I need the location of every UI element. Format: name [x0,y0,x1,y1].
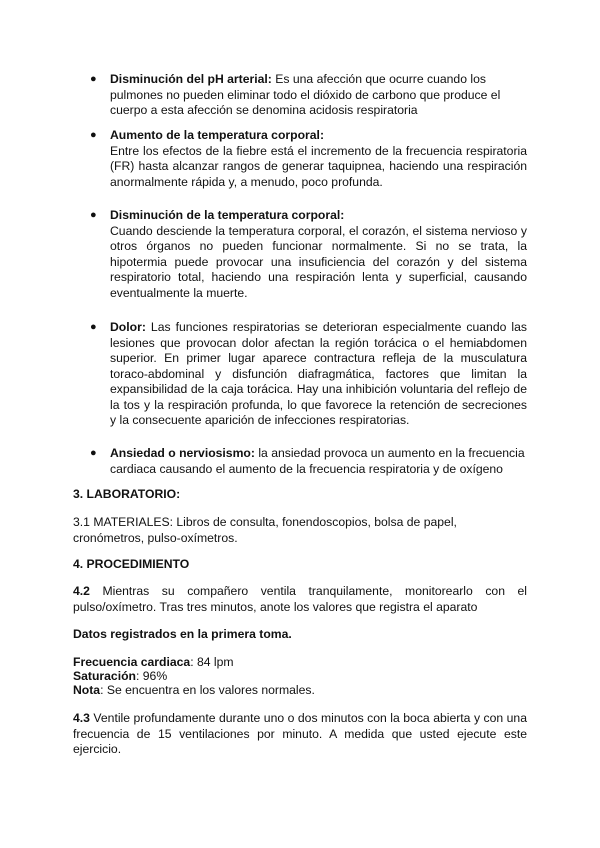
bullet-text [110,208,527,301]
bullet-title: Disminución de la temperatura corporal: [110,208,345,222]
bullet-text [110,320,527,429]
bullet-text [110,446,527,477]
step-number: 4.3 [73,711,90,725]
step-text: Ventile profundamente durante uno o dos minutos con la boca abierta y con una frecuencia de 15 ventilaciones por minuto. A medida que usted ejecute este ejercicio. [73,711,527,756]
bullet-body: Cuando desciende la temperatura corporal, el corazón, el sistema nervioso y otros órganos no pueden funcionar normalmente. Si no se trata, la hipotermia puede provocar una insuficiencia del corazón y del sistema respiratorio total, haciendo una respiración lenta y superficial, causando eventualmente la muerte. [110,223,527,300]
sat-value: : 96% [136,669,168,683]
bullet-text [110,128,527,190]
section-heading-procedimiento: 4. PROCEDIMIENTO [73,557,190,571]
bullet-body: Las funciones respiratorias se deterioran especialmente cuando las lesiones que provocan dolor afectan la región torácica o el hemiabdomen superior. En primer lugar aparece contractura refleja de la musculatura toraco-abdominal y disfunción diafragmática, factores que limitan la expansibilidad de la caja torácica. Hay una inhibición voluntaria del reflejo de la tos y la respiración profunda, lo que favorece la retención de secreciones y la consecuente aparición de infecciones respiratorias. [110,320,527,427]
nota-line [73,683,527,699]
bullet-body: la ansiedad provoca un aumento en la frecuencia cardiaca causando el aumento de la frecuencia respiratoria y de oxígeno [110,446,525,476]
fc-value: : 84 lpm [190,655,234,669]
section-heading-laboratorio: 3. LABORATORIO: [73,487,181,501]
step-number: 4.2 [73,584,90,598]
bullet-dot: ● [90,321,97,333]
bullet-title: Ansiedad o nerviosismo: [110,446,255,460]
bullet-dot: ● [90,73,97,85]
sat-label: Saturación [73,669,136,683]
bullet-body: Es una afección que ocurre cuando los pulmones no pueden eliminar todo el dióxido de carbono que produce el cuerpo a esta afección se denomina acidosis respiratoria [110,72,501,117]
fc-label: Frecuencia cardiaca [73,655,191,669]
step-4-3-paragraph [73,711,527,758]
datos-title: Datos registrados en la primera toma. [73,627,292,641]
nota-value: : Se encuentra en los valores normales. [100,683,315,697]
step-4-2-paragraph [73,584,527,615]
nota-label: Nota [73,683,101,697]
bullet-dot: ● [90,447,97,459]
step-text: Mientras su compañero ventila tranquilamente, monitorearlo con el pulso/oxímetro. Tras tres minutos, anote los valores que registra el aparato [73,584,527,614]
bullet-title: Dolor: [110,320,146,334]
bullet-text [110,72,527,119]
bullet-body: Entre los efectos de la fiebre está el incremento de la frecuencia respiratoria (FR) hasta alcanzar rangos de generar taquipnea, haciendo una respiración anormalmente rápida y, a menudo, poco profunda. [110,143,527,189]
bullet-title: Disminución del pH arterial: [110,72,272,86]
bullet-title: Aumento de la temperatura corporal: [110,128,325,142]
bullet-dot: ● [90,209,97,221]
materiales-paragraph: 3.1 MATERIALES: Libros de consulta, fonendoscopios, bolsa de papel, cronómetros, pulso-oxímetros. [73,515,457,545]
bullet-dot: ● [90,129,97,141]
